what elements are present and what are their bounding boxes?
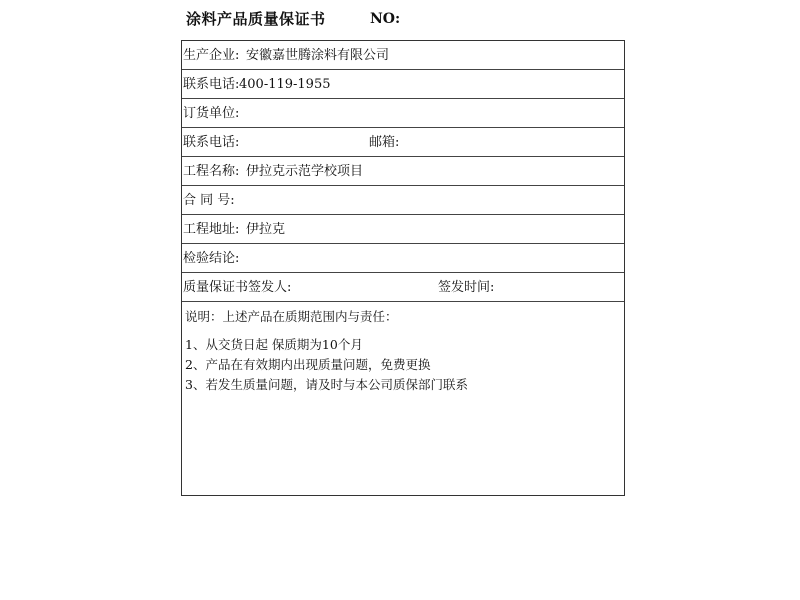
row-inspection-conclusion [182,244,624,273]
row-contact-email [182,128,624,157]
row-manufacturer [182,41,624,70]
document-number-label: NO: [370,11,401,27]
row-project-name [182,157,624,186]
row-contact-phone [182,70,624,99]
contact-phone-label-2: 联系电话: [183,135,240,150]
project-name-value: 伊拉克示范学校项目 [246,164,364,179]
row-project-address [182,215,624,244]
inspection-conclusion-label: 检验结论: [183,251,240,266]
contact-phone-label: 联系电话: [183,77,240,92]
issue-time-label: 签发时间: [438,280,495,295]
row-ordering-unit [182,99,624,128]
ordering-unit-label: 订货单位: [183,106,240,121]
manufacturer-label: 生产企业: [183,48,240,63]
project-address-value: 伊拉克 [246,222,286,237]
contract-number-label: 合 同 号: [183,193,235,208]
note-item: 1、从交货日起 保质期为10个月 [185,337,363,352]
certificate-form [181,40,625,496]
project-name-label: 工程名称: [183,164,240,179]
contact-phone-value: 400-119-1955 [239,77,331,92]
note-item: 2、产品在有效期内出现质量问题，免费更换 [185,357,431,372]
note-item: 3、若发生质量问题，请及时与本公司质保部门联系 [185,377,468,392]
email-label: 邮箱: [369,135,400,150]
issuer-label: 质量保证书签发人: [183,280,292,295]
row-contract-number [182,186,624,215]
document-title: 涂料产品质量保证书 [186,10,326,28]
project-address-label: 工程地址: [183,222,240,237]
row-issuer [182,273,624,302]
manufacturer-value: 安徽嘉世腾涂料有限公司 [246,48,390,63]
notes-heading: 说明：上述产品在质期范围内与责任： [185,309,398,324]
